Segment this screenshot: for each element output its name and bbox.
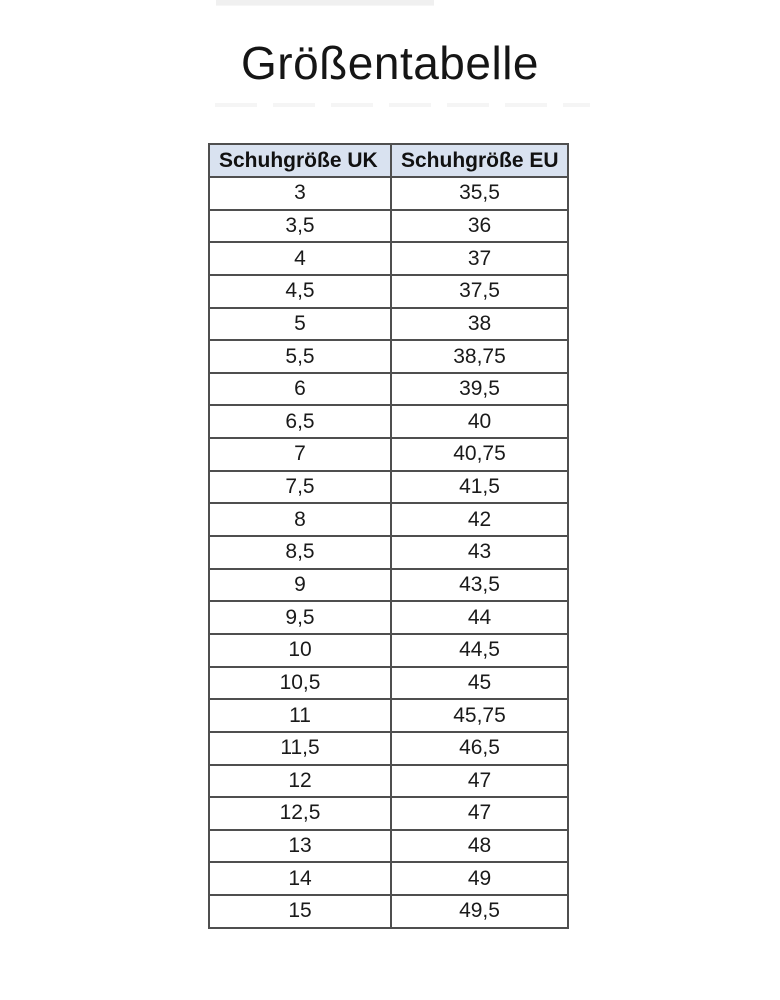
eu-size-cell: 46,5: [391, 732, 568, 765]
table-row: [209, 340, 568, 373]
table-row: [209, 699, 568, 732]
eu-size-cell: 44,5: [391, 634, 568, 667]
cropped-content-artifact-line: [215, 103, 590, 107]
cropped-content-artifact: [216, 0, 434, 6]
table-row: [209, 438, 568, 471]
eu-size-cell: 44: [391, 601, 568, 634]
eu-size-cell: 38,75: [391, 340, 568, 373]
uk-size-cell: 3: [209, 177, 391, 210]
table-row: [209, 569, 568, 602]
eu-size-cell: 35,5: [391, 177, 568, 210]
table-row: [209, 797, 568, 830]
size-table: [208, 143, 569, 929]
table-row: [209, 667, 568, 700]
uk-size-cell: 3,5: [209, 210, 391, 243]
table-header-row: [209, 144, 568, 177]
table-row: [209, 732, 568, 765]
eu-size-cell: 36: [391, 210, 568, 243]
uk-size-cell: 11,5: [209, 732, 391, 765]
table-row: [209, 895, 568, 928]
table-row: [209, 601, 568, 634]
eu-size-cell: 40: [391, 405, 568, 438]
table-row: [209, 210, 568, 243]
uk-size-cell: 4,5: [209, 275, 391, 308]
eu-size-cell: 41,5: [391, 471, 568, 504]
uk-size-cell: 8: [209, 503, 391, 536]
table-row: [209, 177, 568, 210]
eu-size-cell: 49,5: [391, 895, 568, 928]
table-row: [209, 862, 568, 895]
table-row: [209, 275, 568, 308]
header-cell-uk: Schuhgröße UK: [209, 144, 391, 177]
uk-size-cell: 8,5: [209, 536, 391, 569]
eu-size-cell: 37,5: [391, 275, 568, 308]
eu-size-cell: 47: [391, 765, 568, 798]
table-row: [209, 308, 568, 341]
eu-size-cell: 48: [391, 830, 568, 863]
header-cell-eu: Schuhgröße EU: [391, 144, 568, 177]
table-row: [209, 471, 568, 504]
table-row: [209, 830, 568, 863]
eu-size-cell: 38: [391, 308, 568, 341]
table-row: [209, 242, 568, 275]
uk-size-cell: 12,5: [209, 797, 391, 830]
eu-size-cell: 37: [391, 242, 568, 275]
uk-size-cell: 12: [209, 765, 391, 798]
uk-size-cell: 4: [209, 242, 391, 275]
uk-size-cell: 15: [209, 895, 391, 928]
eu-size-cell: 42: [391, 503, 568, 536]
uk-size-cell: 10,5: [209, 667, 391, 700]
table-header: [209, 144, 568, 177]
page-title: Größentabelle: [241, 37, 539, 89]
eu-size-cell: 43,5: [391, 569, 568, 602]
eu-size-cell: 39,5: [391, 373, 568, 406]
eu-size-cell: 43: [391, 536, 568, 569]
uk-size-cell: 7,5: [209, 471, 391, 504]
table-row: [209, 634, 568, 667]
table-row: [209, 503, 568, 536]
eu-size-cell: 47: [391, 797, 568, 830]
table-body: [209, 177, 568, 928]
eu-size-cell: 49: [391, 862, 568, 895]
uk-size-cell: 11: [209, 699, 391, 732]
uk-size-cell: 9,5: [209, 601, 391, 634]
eu-size-cell: 45,75: [391, 699, 568, 732]
uk-size-cell: 13: [209, 830, 391, 863]
uk-size-cell: 14: [209, 862, 391, 895]
uk-size-cell: 5,5: [209, 340, 391, 373]
uk-size-cell: 10: [209, 634, 391, 667]
uk-size-cell: 5: [209, 308, 391, 341]
uk-size-cell: 9: [209, 569, 391, 602]
table-row: [209, 405, 568, 438]
eu-size-cell: 40,75: [391, 438, 568, 471]
uk-size-cell: 6,5: [209, 405, 391, 438]
table-row: [209, 536, 568, 569]
table-row: [209, 373, 568, 406]
table-row: [209, 765, 568, 798]
uk-size-cell: 7: [209, 438, 391, 471]
uk-size-cell: 6: [209, 373, 391, 406]
eu-size-cell: 45: [391, 667, 568, 700]
